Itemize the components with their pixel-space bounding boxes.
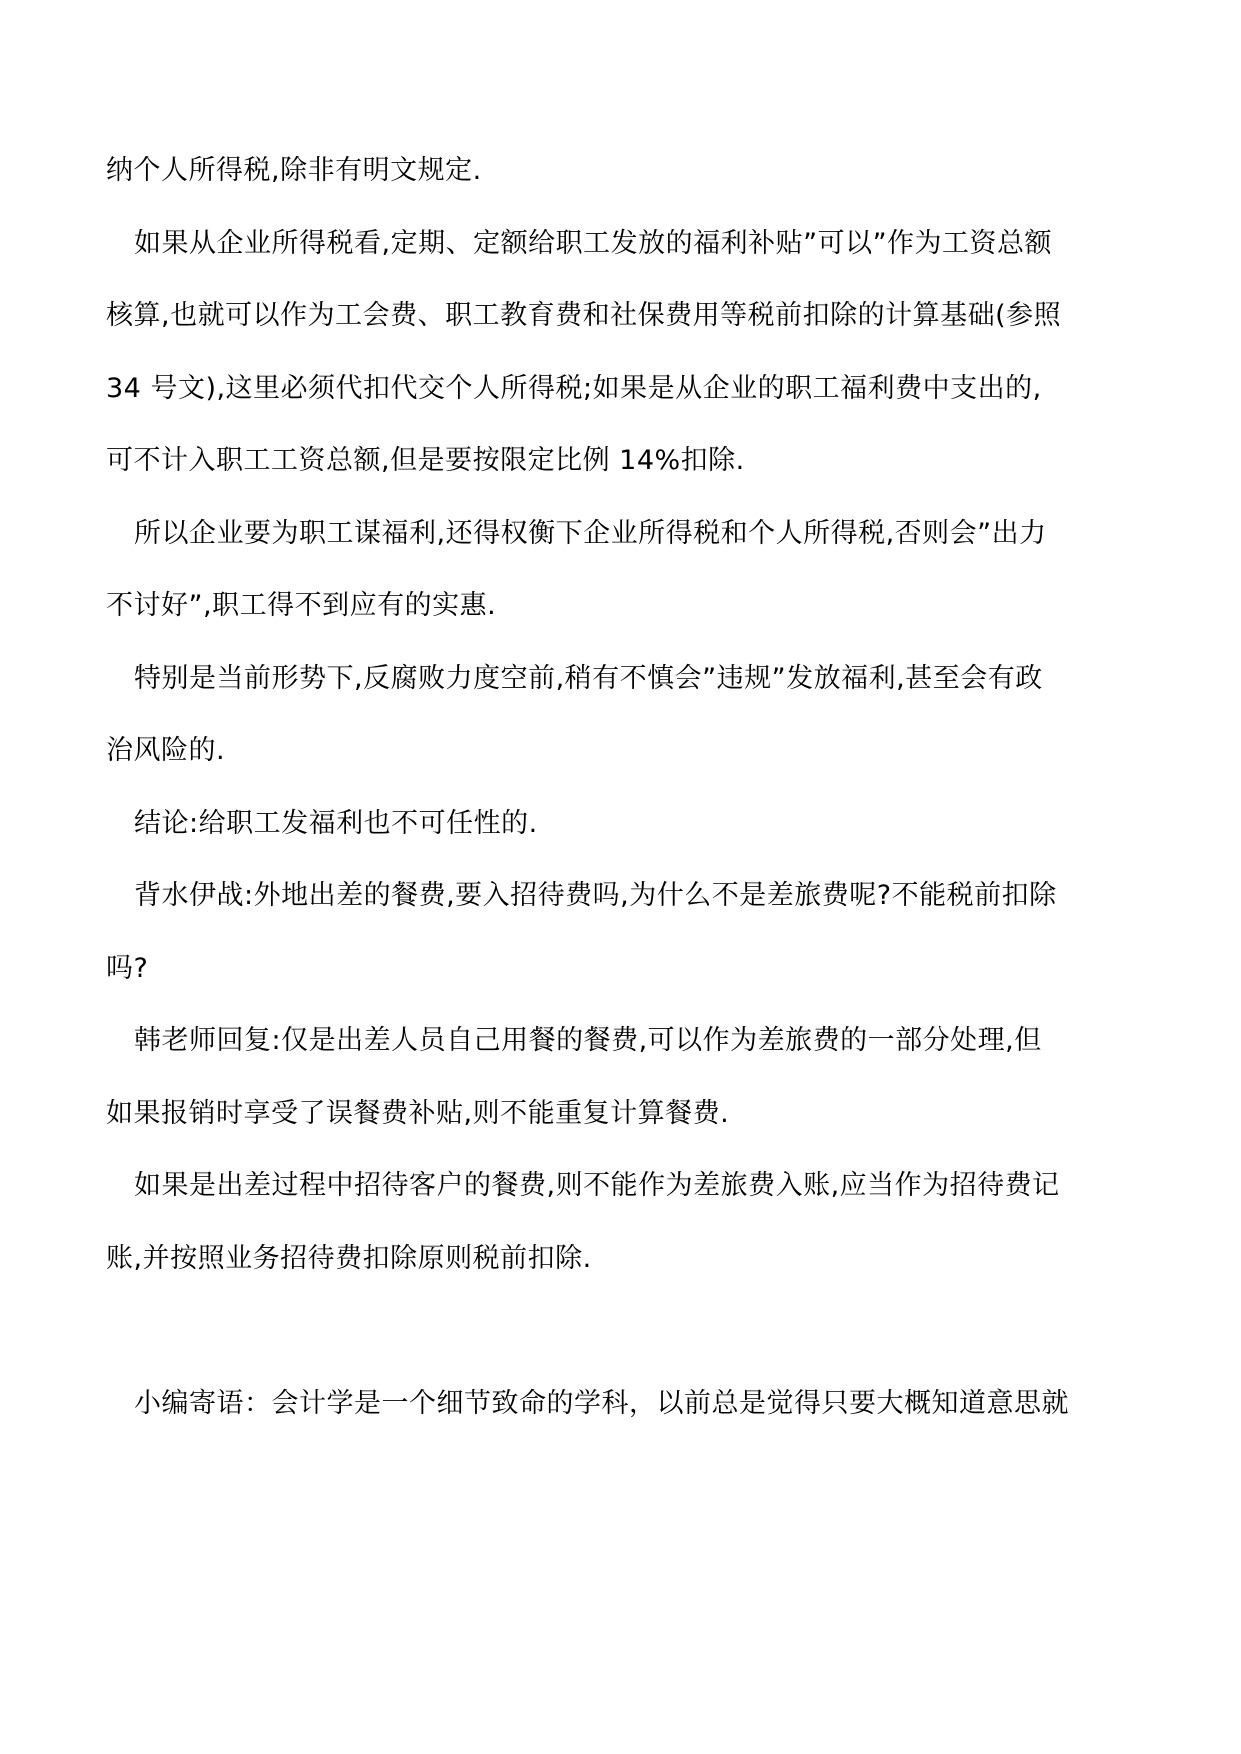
text-line: 如果是出差过程中招待客户的餐费,则不能作为差旅费入账,应当作为招待费记 <box>134 1170 1060 1201</box>
text-line: 背水伊战:外地出差的餐费,要入招待费吗,为什么不是差旅费呢?不能税前扣除 <box>134 880 1057 911</box>
text-line: 账,并按照业务招待费扣除原则税前扣除. <box>106 1243 592 1274</box>
text-line: 治风险的. <box>106 735 226 766</box>
text-line: 如果从企业所得税看,定期、定额给职工发放的福利补贴”可以”作为工资总额 <box>134 228 1053 259</box>
text-line: 结论:给职工发福利也不可任性的. <box>134 808 538 839</box>
text-line: 特别是当前形势下,反腐败力度空前,稍有不慎会”违规”发放福利,甚至会有政 <box>134 663 1043 694</box>
text-line: 所以企业要为职工谋福利,还得权衡下企业所得税和个人所得税,否则会”出力 <box>134 518 1047 549</box>
text-line: 吗? <box>106 953 149 984</box>
text-line: 34 号文),这里必须代扣代交个人所得税;如果是从企业的职工福利费中支出的, <box>106 373 1042 404</box>
text-line: 核算,也就可以作为工会费、职工教育费和社保费用等税前扣除的计算基础(参照 <box>106 300 1062 331</box>
text-line: 可不计入职工工资总额,但是要按限定比例 14%扣除. <box>106 445 745 476</box>
text-line: 如果报销时享受了误餐费补贴,则不能重复计算餐费. <box>106 1098 730 1129</box>
editor-note: 小编寄语：会计学是一个细节致命的学科，以前总是觉得只要大概知道意思就 <box>134 1388 1069 1419</box>
text-line: 纳个人所得税,除非有明文规定. <box>106 155 482 186</box>
text-line: 韩老师回复:仅是出差人员自己用餐的餐费,可以作为差旅费的一部分处理,但 <box>134 1025 1042 1056</box>
text-line: 不讨好”,职工得不到应有的实惠. <box>106 590 497 621</box>
